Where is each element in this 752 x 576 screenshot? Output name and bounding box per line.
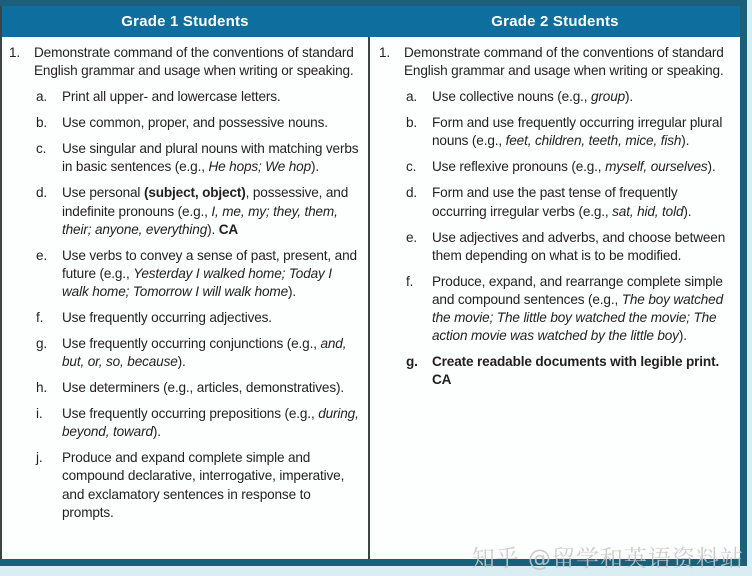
column-header-grade1: Grade 1 Students [121,13,249,30]
list-item-label: d. [36,185,48,201]
list-item-label: b. [406,115,418,131]
grade1-cell [0,37,370,559]
list-item [406,273,734,345]
grade2-subitem-list [379,88,734,389]
list-item-label: h. [36,380,48,396]
list-item-label: i. [36,406,43,422]
list-item-label: f. [36,309,44,325]
list-item [36,405,362,441]
list-item [406,114,734,150]
list-item-label: d. [406,185,418,201]
table-header-row [0,6,740,37]
list-item-label: b. [36,115,48,131]
list-item [36,247,362,301]
list-item [406,229,734,265]
list-item-text: Use singular and plural nouns with matching verbs in basic sentences (e.g., He hops; We hop). [62,141,359,175]
list-item [36,88,362,106]
grade2-cell [370,37,740,559]
grade1-subitem-list [9,88,362,522]
item-intro-text: Demonstrate command of the conventions of standard English grammar and usage when writing or speaking. [34,45,354,79]
list-item-label: f. [406,273,414,289]
list-item-text: Use verbs to convey a sense of past, present, and future (e.g., Yesterday I walked home; Today I walk home; Tomorrow I will walk home). [62,247,357,299]
list-item [36,309,362,327]
list-item-text: Use frequently occurring prepositions (e.g., during, beyond, toward). [62,406,359,440]
list-item-text: Form and use the past tense of frequently occurring irregular verbs (e.g., sat, hid, told). [432,185,692,219]
list-item-text: Use personal (subject, object), possessive, and indefinite pronouns (e.g., I, me, my; they, them, their; anyone, everything). CA [62,185,349,237]
table-body-row [0,37,740,559]
item-number: 1. [9,45,21,60]
list-item-label: c. [36,141,47,157]
list-item-label: e. [406,229,418,245]
list-item [36,449,362,521]
grade2-main-item [379,44,734,80]
list-item-text: Use common, proper, and possessive nouns. [62,115,328,131]
watermark: 知乎 @留学和英语资料站 [471,546,744,572]
column-header-grade2: Grade 2 Students [491,13,619,30]
list-item-text: Form and use frequently occurring irregular plural nouns (e.g., feet, children, teeth, mice, fish). [432,115,723,149]
list-item-text: Produce and expand complete simple and compound declarative, interrogative, imperative, and exclamatory sentences in response to prompts. [62,450,345,520]
list-item [36,335,362,371]
list-item [36,379,362,397]
item-intro-text: Demonstrate command of the conventions of standard English grammar and usage when writing or speaking. [404,45,724,79]
list-item-label: g. [36,336,48,352]
list-item-text: Print all upper- and lowercase letters. [62,89,281,105]
grade1-main-item [9,44,362,80]
item-number: 1. [379,45,391,60]
list-item-label: g. [406,354,418,370]
list-item [406,184,734,220]
list-item-text: Use frequently occurring adjectives. [62,309,272,325]
list-item-text: Use reflexive pronouns (e.g., myself, ourselves). [432,159,716,175]
list-item-text: Use frequently occurring conjunctions (e.g., and, but, or, so, because). [62,336,347,370]
list-item-text: Use determiners (e.g., articles, demonstratives). [62,380,344,396]
list-item-text: Use adjectives and adverbs, and choose between them depending on what is to be modified. [432,229,726,263]
list-item [406,353,734,389]
list-item-text: Use collective nouns (e.g., group). [432,89,634,105]
list-item [406,88,734,106]
list-item-label: e. [36,247,48,263]
list-item-label: c. [406,159,417,175]
list-item-text: Produce, expand, and rearrange complete simple and compound sentences (e.g., The boy watched the movie; The little boy watched the movie; The action movie was watched by the little boy). [432,273,723,344]
list-item-label: j. [36,450,43,466]
list-item [36,140,362,176]
list-item-text: Create readable documents with legible print. CA [432,354,720,388]
list-item [36,184,362,238]
list-item-label: a. [406,89,418,105]
list-item [406,158,734,176]
list-item [36,114,362,132]
list-item-label: a. [36,89,48,105]
